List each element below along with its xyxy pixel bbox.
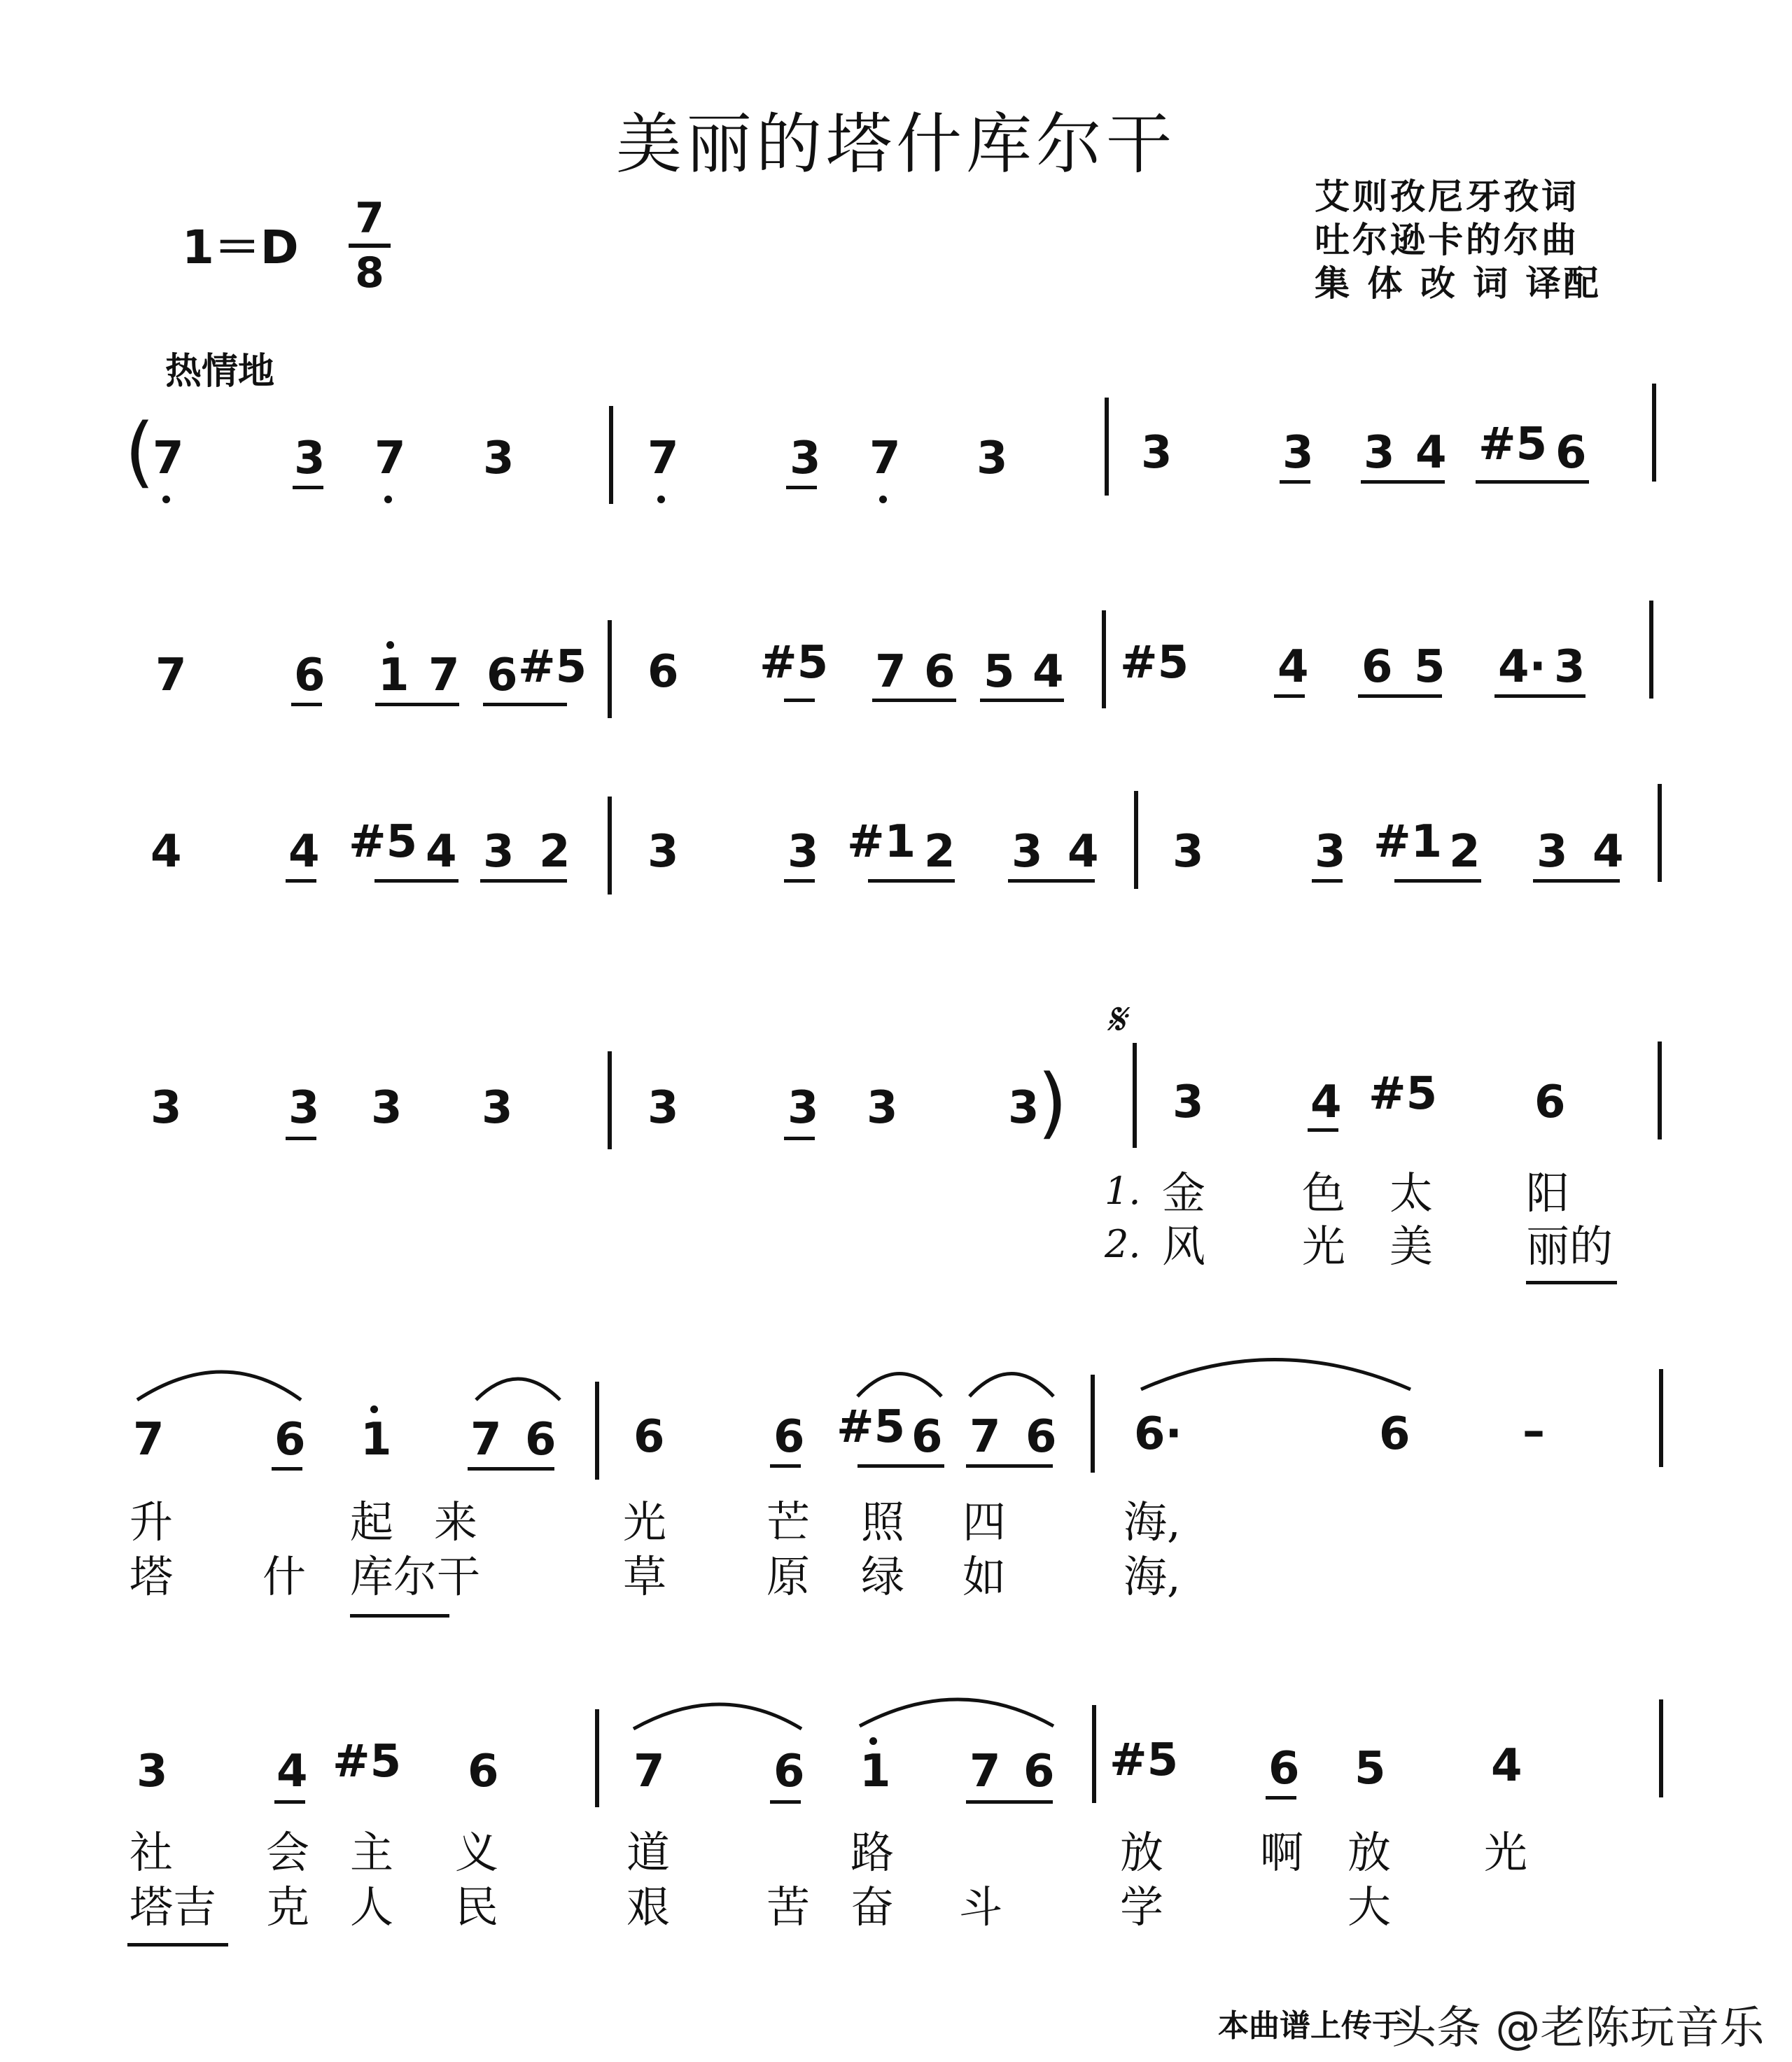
note: 2 (539, 826, 570, 878)
lyricist-credit: 艾则孜尼牙孜词 (1315, 176, 1579, 217)
lyric: 太 (1390, 1167, 1434, 1219)
lyric: 克 (266, 1881, 310, 1933)
lyric: 塔吉 (130, 1881, 217, 1933)
note: 3 (648, 1082, 679, 1134)
note: 6 (294, 650, 326, 701)
lyric: 啊 (1260, 1827, 1304, 1878)
note: 4 (1415, 427, 1447, 479)
slur (634, 1704, 802, 1729)
lyric: 义 (455, 1827, 499, 1878)
note: 3 (1172, 826, 1204, 878)
note: 3 (136, 1746, 168, 1797)
lyric: 起 (350, 1496, 394, 1548)
lyric: 如 (962, 1551, 1007, 1602)
segno-sign: 𝄋 (1106, 994, 1126, 1046)
note: #5 (1368, 1068, 1438, 1120)
note: 1 (360, 1414, 392, 1466)
note: 1 (860, 1746, 891, 1797)
note: #5 (518, 641, 587, 693)
note: 3 (294, 433, 326, 484)
lyric: 斗 (959, 1881, 1003, 1933)
note: 2 (924, 826, 955, 878)
note: #5 (760, 637, 829, 689)
note: 3 (288, 1082, 320, 1134)
lyric: 草 (623, 1551, 667, 1602)
note: 3 (483, 826, 514, 878)
note: #1 (1373, 816, 1443, 868)
note: 6 (924, 646, 955, 698)
note: #5 (1120, 637, 1189, 689)
close-repeat-paren: ) (1037, 1058, 1068, 1147)
note: 6 (1023, 1746, 1055, 1797)
lyric: 学 (1120, 1881, 1164, 1933)
note: 3 (1141, 427, 1172, 479)
lyric: 光 (1484, 1827, 1528, 1878)
note: 6 (468, 1746, 499, 1797)
lyric: 美 (1390, 1221, 1434, 1272)
lyric: 道 (626, 1827, 671, 1878)
slur (1141, 1360, 1410, 1390)
composer-credit: 吐尔逊卡的尔曲 (1315, 220, 1579, 260)
lyric: 主 (350, 1827, 394, 1878)
note: 6 (911, 1411, 943, 1463)
lyric: 芒 (766, 1496, 811, 1548)
note: 6 (1362, 641, 1393, 693)
note: #5 (1110, 1734, 1179, 1786)
note: 7 (648, 433, 679, 484)
note: 6 (1026, 1411, 1057, 1463)
lyric: 海, (1124, 1496, 1181, 1548)
lyric: 海, (1124, 1551, 1181, 1602)
song-title: 美丽的塔什库尔干 (615, 106, 1176, 183)
slur (858, 1374, 941, 1397)
note: 7 (133, 1414, 164, 1466)
note: 7 (634, 1746, 665, 1797)
note: 4 (1032, 646, 1064, 698)
note: 3 (788, 826, 819, 878)
note: 6 (525, 1414, 556, 1466)
note: 7 (969, 1746, 1001, 1797)
note: 6 (486, 650, 518, 701)
note: #5 (332, 1736, 402, 1788)
note: 3 (1315, 826, 1346, 878)
time-numerator: 7 (355, 194, 384, 243)
note: 6 (634, 1411, 665, 1463)
time-denominator: 8 (355, 248, 384, 297)
note: 7 (428, 650, 460, 701)
lyric: 风 (1162, 1221, 1206, 1272)
note: 5 (983, 646, 1015, 698)
note: #1 (847, 816, 916, 868)
lyric: 苦 (766, 1881, 811, 1933)
note: #5 (1478, 419, 1548, 470)
note: 4 (1491, 1740, 1522, 1792)
lyric: 色 (1302, 1167, 1346, 1219)
note: 5 (1414, 641, 1446, 693)
note: 6 (648, 646, 679, 698)
lyric: 民 (455, 1881, 499, 1933)
note: 3 (648, 826, 679, 878)
note: 6 (774, 1746, 805, 1797)
translator-credit: 集 体 改 词 译配 (1315, 263, 1602, 304)
lyric: 阳 (1526, 1167, 1570, 1219)
lyric: 社 (130, 1827, 174, 1878)
lyric: 艰 (626, 1881, 671, 1933)
lyric: 升 (130, 1496, 174, 1548)
lyric: 光 (623, 1496, 667, 1548)
lyric: 照 (861, 1496, 905, 1548)
slur (137, 1372, 301, 1400)
note: 6 (274, 1414, 306, 1466)
note: 3 (483, 433, 514, 484)
note: 6 (1555, 427, 1587, 479)
note: 7 (875, 646, 906, 698)
note: 4 (1592, 826, 1624, 878)
verse-number-2: 2. (1105, 1222, 1141, 1266)
note: 3 (1536, 826, 1568, 878)
note: 3 (790, 433, 821, 484)
note: 3 (1554, 641, 1586, 693)
lyric: 丽的 (1526, 1221, 1614, 1272)
note: 7 (155, 650, 187, 701)
note: 7 (969, 1411, 1001, 1463)
lyric: 绿 (861, 1551, 905, 1602)
note: 4 (1068, 826, 1099, 878)
note: 3 (1282, 427, 1314, 479)
note: 4 (426, 826, 457, 878)
lyric: 什 (262, 1551, 307, 1602)
note: 3 (788, 1082, 819, 1134)
note: #5 (836, 1401, 906, 1453)
lyric: 来 (434, 1496, 478, 1548)
note: 3 (1172, 1076, 1204, 1128)
note: 3 (1008, 1082, 1040, 1134)
lyric: 原 (766, 1551, 811, 1602)
tempo-marking: 热情地 (165, 351, 275, 393)
note: 6 (1268, 1743, 1300, 1795)
note: 3 (1364, 427, 1395, 479)
lyric: 库尔干 (350, 1551, 481, 1602)
note: 3 (150, 1082, 182, 1134)
note: 3 (976, 433, 1008, 484)
note: 6· (1134, 1408, 1182, 1460)
note: 1 (378, 650, 410, 701)
lyric: 塔 (130, 1551, 174, 1602)
key-signature: 1＝D (182, 220, 299, 274)
slur (860, 1699, 1054, 1726)
lyric: 人 (350, 1881, 394, 1933)
note: 3 (1011, 826, 1043, 878)
lyric: 光 (1302, 1221, 1346, 1272)
lyric: 放 (1348, 1827, 1392, 1878)
note: 6 (1379, 1408, 1410, 1460)
note: #5 (349, 816, 418, 868)
footer-text: 本曲谱上传于 (1218, 2008, 1403, 2044)
lyric: 金 (1162, 1167, 1206, 1219)
note: 4· (1498, 641, 1546, 693)
note: 4 (1310, 1076, 1342, 1128)
note: 3 (482, 1082, 513, 1134)
note: 2 (1449, 826, 1480, 878)
note: 7 (153, 433, 184, 484)
note: 7 (374, 433, 406, 484)
note: 4 (276, 1746, 308, 1797)
note: 6 (774, 1411, 805, 1463)
note: 7 (470, 1414, 502, 1466)
lyric: 路 (850, 1827, 895, 1878)
lyric: 四 (962, 1496, 1007, 1548)
lyric: 会 (266, 1827, 310, 1878)
note: 6 (1534, 1076, 1566, 1128)
note: 4 (1278, 641, 1309, 693)
watermark: 头条 @老陈玩音乐 (1392, 2003, 1765, 2054)
note: 4 (288, 826, 320, 878)
note: 3 (867, 1082, 898, 1134)
slur (476, 1379, 560, 1400)
slur (969, 1374, 1054, 1397)
lyric: 放 (1120, 1827, 1164, 1878)
note: – (1522, 1405, 1545, 1457)
lyric: 大 (1348, 1881, 1392, 1933)
note: 5 (1354, 1743, 1386, 1795)
note: 4 (150, 826, 182, 878)
lyric: 奋 (850, 1881, 895, 1933)
note: 3 (371, 1082, 402, 1134)
open-repeat-paren: ( (125, 407, 155, 496)
verse-number-1: 1. (1105, 1169, 1141, 1213)
note: 7 (869, 433, 901, 484)
